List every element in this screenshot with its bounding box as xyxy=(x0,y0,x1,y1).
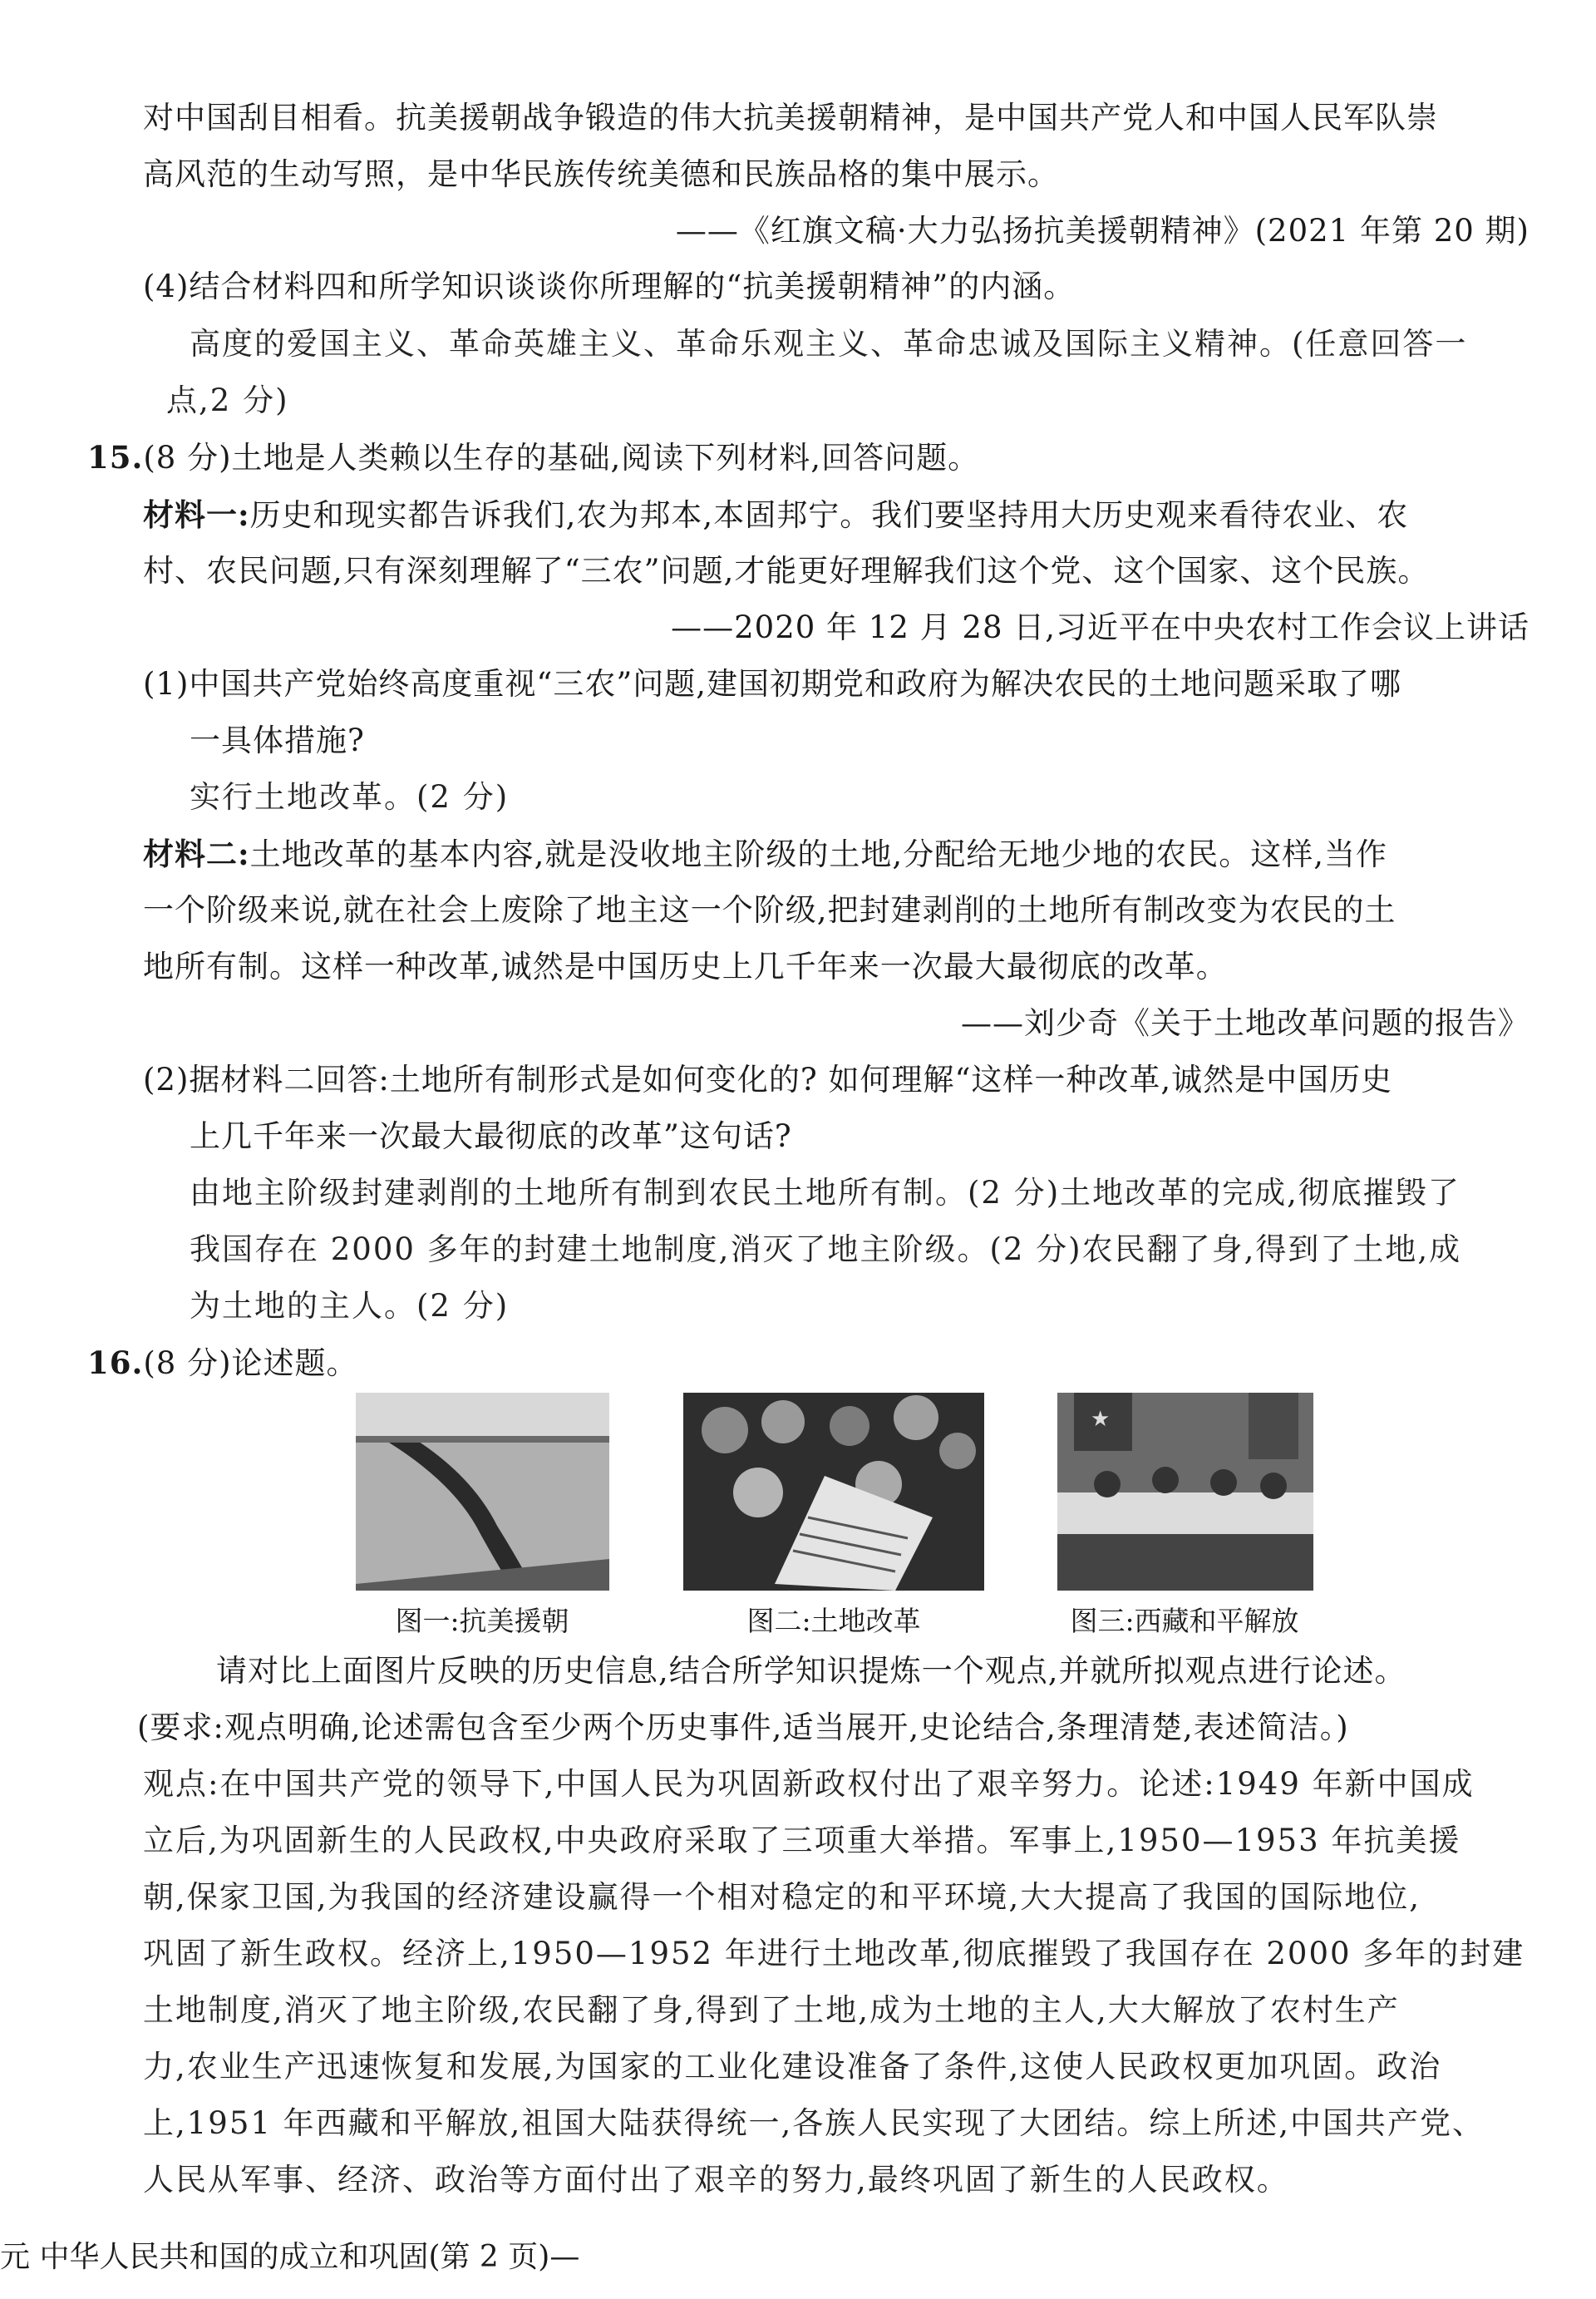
question-15-1: (1)中国共产党始终高度重视“三农”问题,建国初期党和政府为解决农民的土地问题采取了哪 xyxy=(143,666,1402,702)
essay-line: 人民从军事、经济、政治等方面付出了艰辛的努力,最终巩固了新生的人民政权。 xyxy=(143,2162,1289,2198)
caption-figure-1: 图一:抗美援朝 xyxy=(395,1605,569,1637)
source-citation: ——刘少奇《关于土地改革问题的报告》 xyxy=(961,1005,1530,1041)
text-line: 地所有制。这样一种改革,诚然是中国历史上几千年来一次最大最彻底的改革。 xyxy=(143,949,1228,984)
question-number: 16. xyxy=(87,1344,144,1381)
question-16-stem xyxy=(87,1344,358,1382)
text-line: 上几千年来一次最大最彻底的改革”这句话? xyxy=(190,1118,792,1154)
essay-line: 巩固了新生政权。经济上,1950—1952 年进行土地改革,彻底摧毁了我国存在 2000 多年的封建 xyxy=(143,1936,1525,1971)
source-citation: ——《红旗文稿·大力弘扬抗美援朝精神》(2021 年第 20 期) xyxy=(675,213,1530,249)
essay-line: 朝,保家卫国,为我国的经济建设赢得一个相对稳定的和平环境,大大提高了我国的国际地位, xyxy=(143,1879,1421,1915)
essay-line: 立后,为巩固新生的人民政权,中央政府采取了三项重大举措。军事上,1950—1953 年抗美援 xyxy=(143,1823,1461,1858)
material-1 xyxy=(143,496,1408,534)
caption-figure-3: 图三:西藏和平解放 xyxy=(1070,1605,1299,1637)
land-reform-image-icon xyxy=(683,1393,984,1591)
korean-war-image-icon xyxy=(356,1393,609,1591)
text-line: 一个阶级来说,就在社会上废除了地主这一个阶级,把封建剥削的土地所有制改变为农民的土 xyxy=(143,892,1396,928)
question-stem: (8 分)论述题。 xyxy=(143,1345,358,1381)
answer-line: 我国存在 2000 多年的封建土地制度,消灭了地主阶级。(2 分)农民翻了身,得到了土地,成 xyxy=(190,1231,1462,1267)
photo-land-reform xyxy=(683,1393,984,1591)
photo-korean-war xyxy=(356,1393,609,1591)
text-line: 对中国刮目相看。抗美援朝战争锻造的伟大抗美援朝精神，是中国共产党人和中国人民军队崇 xyxy=(143,100,1438,136)
answer-line: 高度的爱国主义、革命英雄主义、革命乐观主义、革命忠诚及国际主义精神。(任意回答一 xyxy=(190,326,1468,362)
text-line: 村、农民问题,只有深刻理解了“三农”问题,才能更好理解我们这个党、这个国家、这个民族。 xyxy=(143,553,1430,589)
instruction-line: 请对比上面图片反映的历史信息,结合所学知识提炼一个观点,并就所拟观点进行论述。 xyxy=(216,1653,1406,1689)
instruction-line: (要求:观点明确,论述需包含至少两个历史事件,适当展开,史论结合,条理清楚,表述简洁。) xyxy=(137,1709,1349,1745)
question-stem: (8 分)土地是人类赖以生存的基础,阅读下列材料,回答问题。 xyxy=(143,440,980,476)
answer-line: 由地主阶级封建剥削的土地所有制到农民土地所有制。(2 分)土地改革的完成,彻底摧毁了 xyxy=(190,1175,1461,1211)
material-text: 历史和现实都告诉我们,农为邦本,本固邦宁。我们要坚持用大历史观来看待农业、农 xyxy=(249,497,1409,533)
essay-line: 观点:在中国共产党的领导下,中国人民为巩固新政权付出了艰辛努力。论述:1949 年新中国成 xyxy=(143,1766,1475,1802)
text-line: 一具体措施? xyxy=(190,723,365,758)
text-line: 高风范的生动写照，是中华民族传统美德和民族品格的集中展示。 xyxy=(143,156,1059,192)
essay-line: 上,1951 年西藏和平解放,祖国大陆获得统一,各族人民实现了大团结。综上所述,中国共产党、 xyxy=(143,2105,1485,2141)
source-citation: ——2020 年 12 月 28 日,习近平在中央农村工作会议上讲话 xyxy=(671,609,1530,645)
photo-tibet-liberation xyxy=(1057,1393,1313,1591)
material-label: 材料二: xyxy=(143,836,250,872)
question-number: 15. xyxy=(87,439,144,476)
material-2 xyxy=(143,836,1387,873)
material-label: 材料一: xyxy=(143,496,250,533)
page-footer: 元 中华人民共和国的成立和巩固(第 2 页)— xyxy=(0,2240,580,2274)
tibet-liberation-image-icon xyxy=(1057,1393,1313,1591)
answer-line: 点,2 分) xyxy=(166,382,289,418)
caption-figure-2: 图二:土地改革 xyxy=(746,1605,921,1637)
question-4: (4)结合材料四和所学知识谈谈你所理解的“抗美援朝精神”的内涵。 xyxy=(143,269,1076,304)
answer-line: 实行土地改革。(2 分) xyxy=(190,779,510,815)
answer-line: 为土地的主人。(2 分) xyxy=(190,1288,510,1324)
essay-line: 土地制度,消灭了地主阶级,农民翻了身,得到了土地,成为土地的主人,大大解放了农村生产 xyxy=(143,1992,1400,2028)
question-15-stem xyxy=(87,439,979,476)
svg-text:★: ★ xyxy=(1091,1407,1111,1432)
essay-line: 力,农业生产迅速恢复和发展,为国家的工业化建设准备了条件,这使人民政权更加巩固。政治 xyxy=(143,2049,1442,2084)
question-15-2: (2)据材料二回答:土地所有制形式是如何变化的? 如何理解“这样一种改革,诚然是中国历史 xyxy=(143,1062,1393,1098)
material-text: 土地改革的基本内容,就是没收地主阶级的土地,分配给无地少地的农民。这样,当作 xyxy=(249,836,1387,872)
